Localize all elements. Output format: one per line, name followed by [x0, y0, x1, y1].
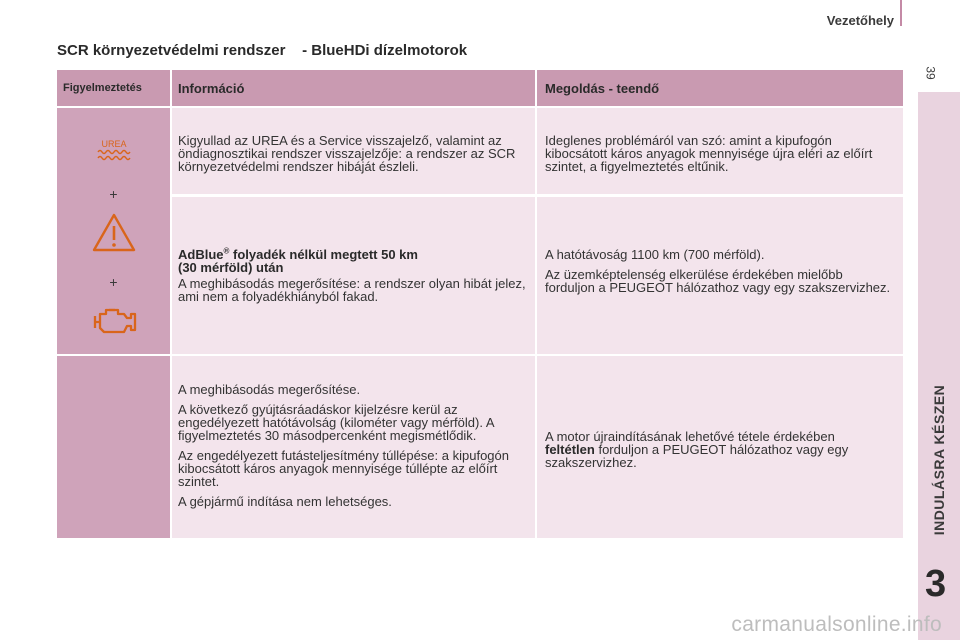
row2-solution: A hatótávoság 1100 km (700 mérföld). Az üzemképtelenség elkerülése érdekében mielőbb forduljon a PEUGEOT hálózathoz vagy egy szakszervizhez. [537, 197, 903, 354]
plus-sign: + [109, 274, 118, 290]
table-header [57, 70, 903, 106]
row2-info-text: A meghibásodás megerősítése: a rendszer olyan hibát jelez, ami nem a folyadékhiányból fakad. [178, 276, 526, 304]
section-title: Vezetőhely [826, 13, 894, 28]
urea-warning-icon [95, 138, 133, 164]
row1-solution: Ideglenes problémáról van szó: amint a kipufogón kibocsátott káros anyagok mennyisége újra eléri az előírt szintet, a figyelmeztetés eltűnik. [537, 108, 903, 194]
page-number: 39 [923, 66, 938, 80]
chapter-number: 3 [925, 563, 947, 605]
warning-icons-cell [57, 108, 170, 354]
header-warning: Figyelmeztetés [57, 70, 170, 106]
row3-solution: A motor újraindításának lehetővé tétele érdekében feltétlen forduljon a PEUGEOT hálózathoz vagy egy szakszervizhez. [537, 356, 903, 538]
watermark: carmanualsonline.info [731, 613, 942, 636]
header-accent-bar [900, 0, 902, 26]
row2-information: AdBlue® folyadék nélkül megtett 50 km (30 mérföld) után A meghibásodás megerősítése: a rendszer olyan hibát jelez, ami nem a folyadékhiányból fakad. [172, 197, 535, 354]
row1-information: Kigyullad az UREA és a Service visszajelző, valamint az öndiagnosztikai rendszer visszajelzője: a rendszer az SCR környezetvédelmi rendszer hibáját észleli. [172, 108, 535, 194]
row3-icon-cell [57, 356, 170, 538]
svg-text:UREA: UREA [101, 139, 127, 149]
page-title: SCR környezetvédelmi rendszer - BlueHDi dízelmotorok [57, 42, 468, 59]
row3-information: A meghibásodás megerősítése. A következő gyújtásráadáskor kijelzésre kerül az engedélyezett hatótávolság (kilométer vagy mérföld). A figyelmeztetés 30 másodpercenként megismétlődik. Az engedélyezett futásteljesítmény túllépése: a kipufogón kibocsátott káros anyagok mennyisége túllépte az előírt szintet. A gépjármű indítása nem lehetséges. [172, 356, 535, 538]
header-information: Információ [172, 70, 535, 106]
service-warning-triangle-icon [91, 212, 137, 254]
engine-check-icon [91, 304, 139, 336]
plus-sign: + [109, 186, 118, 202]
header-solution: Megoldás - teendő [537, 70, 903, 106]
side-chapter-tab [918, 92, 960, 640]
chapter-label: INDULÁSRA KÉSZEN [931, 384, 947, 536]
